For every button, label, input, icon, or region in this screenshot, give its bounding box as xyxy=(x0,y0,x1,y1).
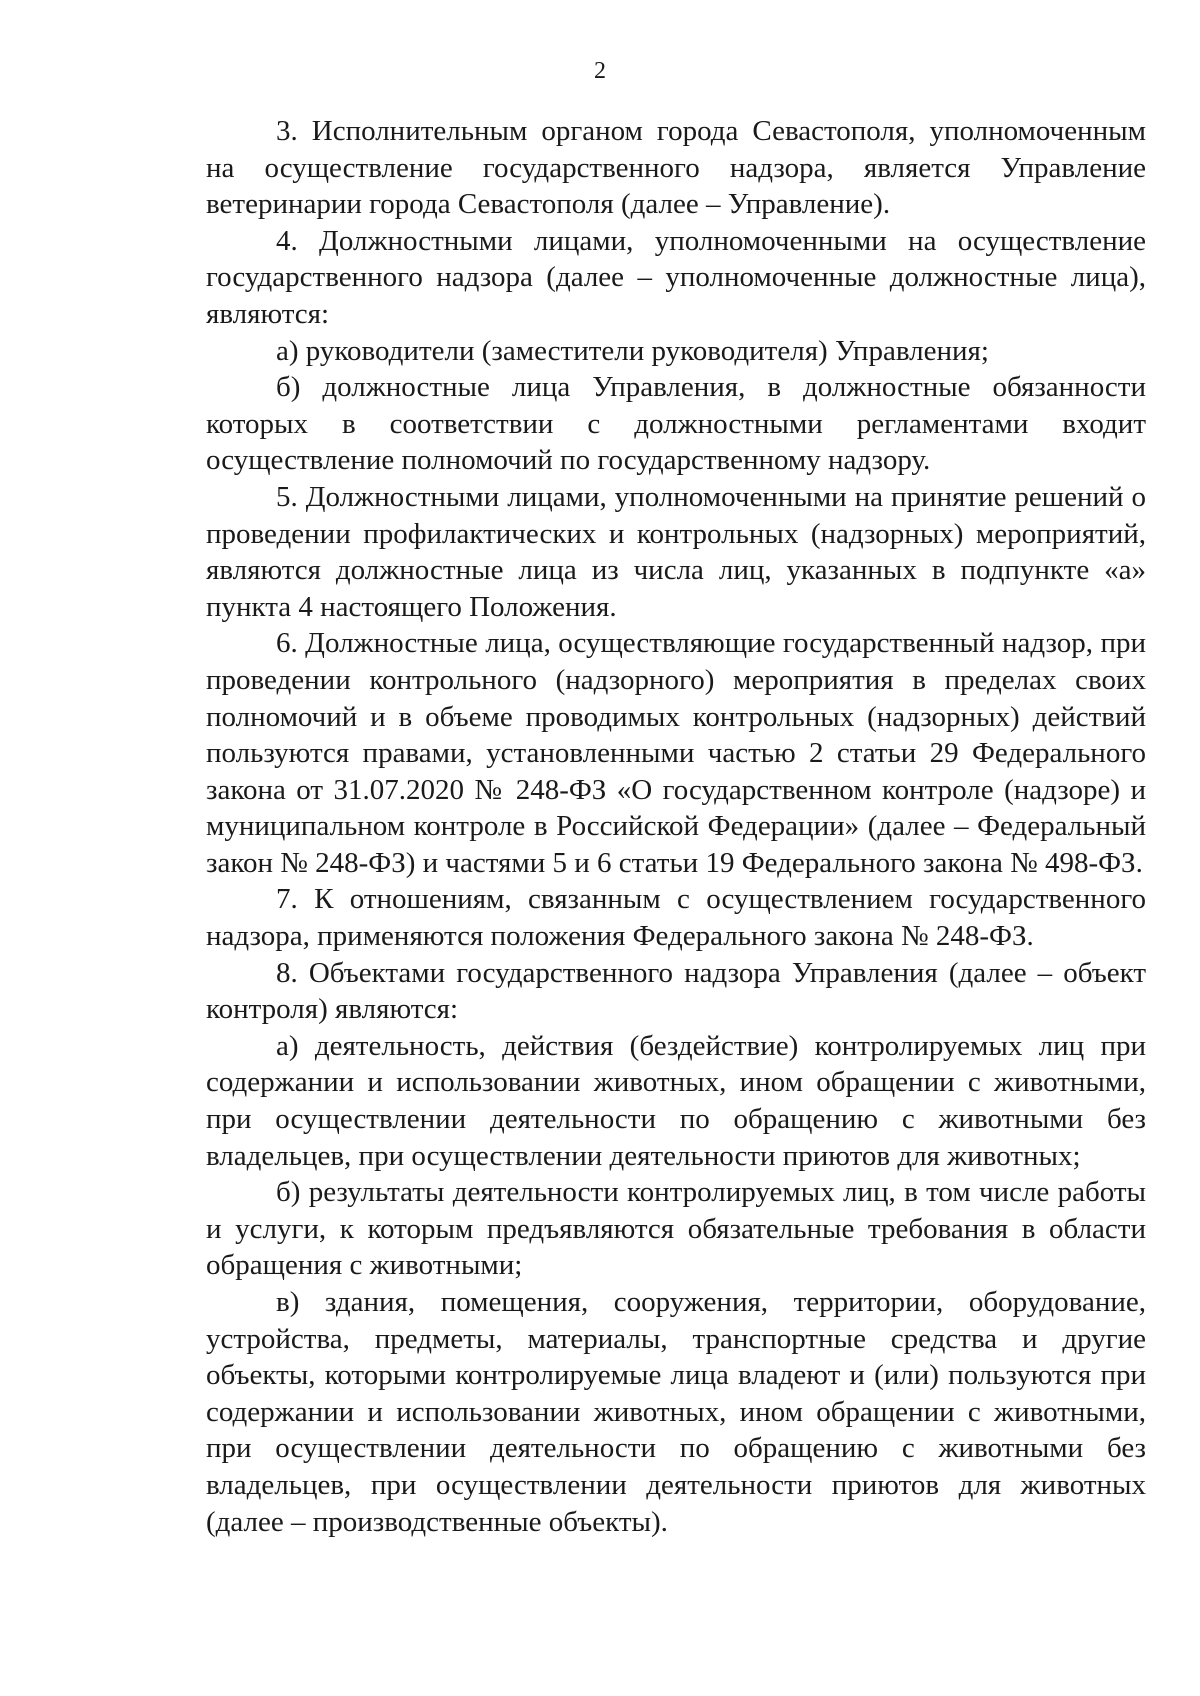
document-body xyxy=(206,113,1146,1540)
paragraph-8: 8. Объектами государственного надзора Управления (далее – объект контроля) являются: xyxy=(206,956,1146,1026)
paragraph-4: 4. Должностными лицами, уполномоченными на осуществление государственного надзора (далее – уполномоченные должностные лица), являются: xyxy=(206,224,1146,330)
paragraph-6: 6. Должностные лица, осуществляющие государственный надзор, при проведении контрольного (надзорного) мероприятия в пределах своих полномочий и в объеме проводимых контрольных (надзорных) действий пользуются правами, установленными частью 2 статьи 29 Федерального закона от 31.07.2020 № 248-ФЗ «О государственном контроле (надзоре) и муниципальном контроле в Российской Федерации» (далее – Федеральный закон № 248-ФЗ) и частями 5 и 6 статьи 19 Федерального закона № 498-ФЗ. xyxy=(206,627,1146,879)
paragraph-4-b: б) должностные лица Управления, в должностные обязанности которых в соответствии с должностными регламентами входит осуществление полномочий по государственному надзору. xyxy=(206,371,1146,477)
paragraph-4-a: а) руководители (заместители руководителя) Управления; xyxy=(276,334,989,367)
paragraph-8-v: в) здания, помещения, сооружения, территории, оборудование, устройства, предметы, материалы, транспортные средства и другие объекты, которыми контролируемые лица владеют и (или) пользуются при содержании и использовании животных, ином обращении с животными, при осуществлении деятельности по обращению с животными без владельцев, при осуществлении деятельности приютов для животных (далее – производственные объекты). xyxy=(206,1286,1146,1538)
paragraph-8-a: а) деятельность, действия (бездействие) контролируемых лиц при содержании и использовании животных, ином обращении с животными, при осуществлении деятельности по обращению с животными без владельцев, при осуществлении деятельности приютов для животных; xyxy=(206,1029,1146,1172)
paragraph-3: 3. Исполнительным органом города Севастополя, уполномоченным на осуществление государственного надзора, является Управление ветеринарии города Севастополя (далее – Управление). xyxy=(206,115,1146,221)
paragraph-7: 7. К отношениям, связанным с осуществлением государственного надзора, применяются положения Федерального закона № 248-ФЗ. xyxy=(206,883,1146,953)
paragraph-8-b: б) результаты деятельности контролируемых лиц, в том числе работы и услуги, к которым предъявляются обязательные требования в области обращения с животными; xyxy=(206,1176,1146,1282)
paragraph-5: 5. Должностными лицами, уполномоченными на принятие решений о проведении профилактических и контрольных (надзорных) мероприятий, являются должностные лица из числа лиц, указанных в подпункте «а» пункта 4 настоящего Положения. xyxy=(206,480,1146,623)
page-number: 2 xyxy=(594,58,606,84)
